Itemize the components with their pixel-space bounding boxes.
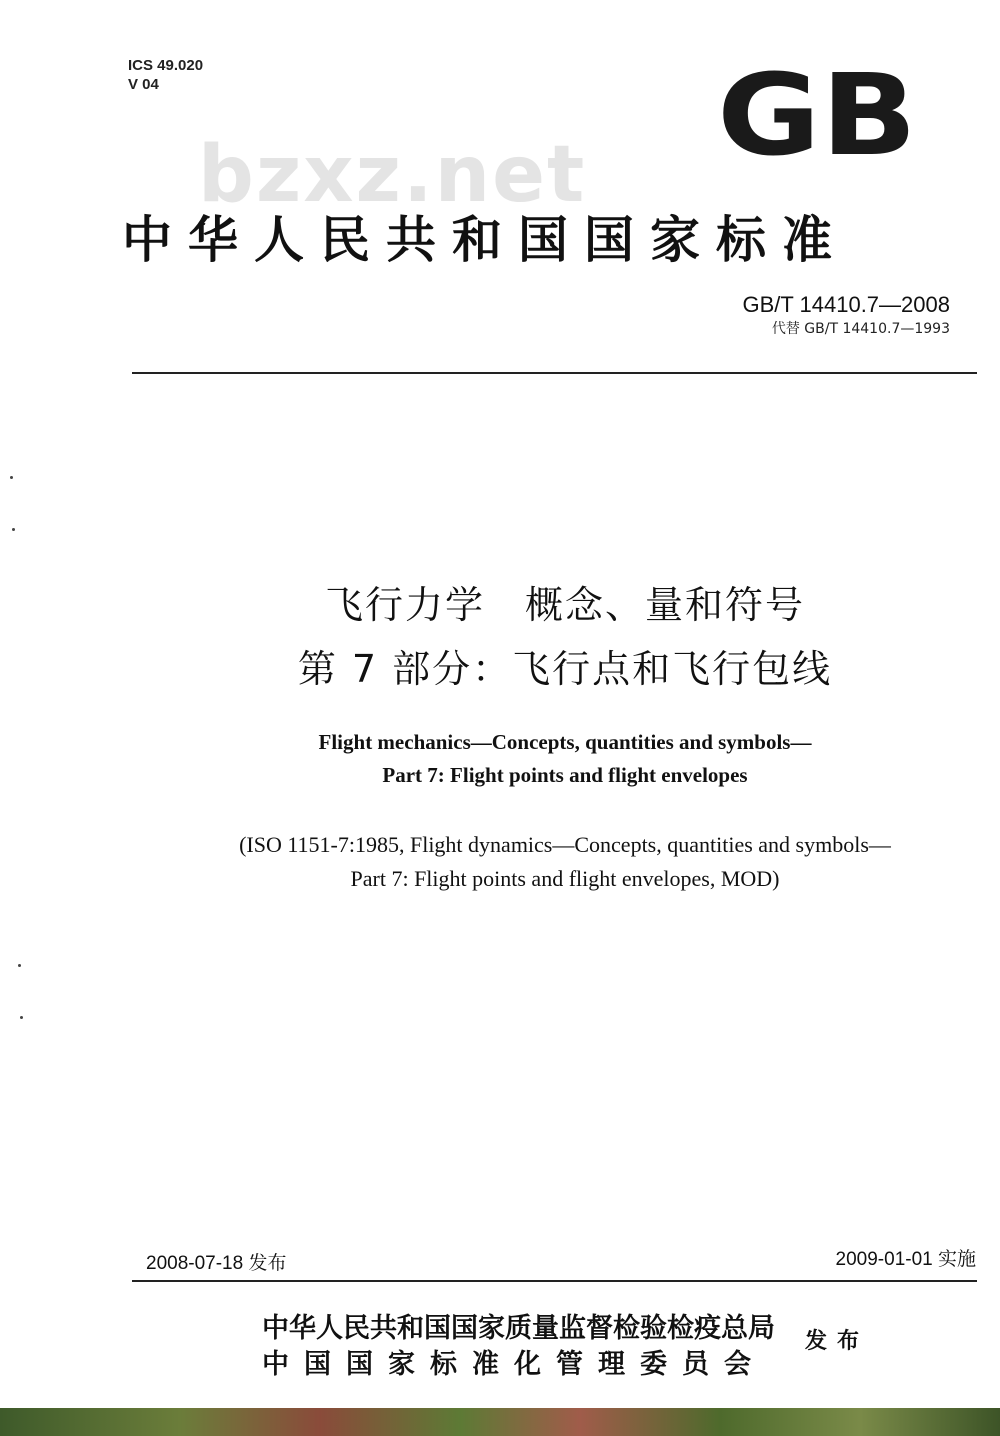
implementation-date: 2009-01-01 实施 bbox=[835, 1249, 976, 1270]
standard-number: GB/T 14410.7—2008 bbox=[742, 292, 950, 317]
replaces-standard: 代替 GB/T 14410.7—1993 bbox=[771, 321, 950, 337]
top-divider bbox=[132, 372, 977, 374]
classification-codes bbox=[128, 56, 203, 94]
gb-logo bbox=[712, 66, 922, 166]
en-title-line1: Flight mechanics—Concepts, quantities and symbols— bbox=[318, 730, 812, 754]
bottom-divider bbox=[132, 1280, 977, 1282]
issue-date: 2008-07-18 发布 bbox=[146, 1253, 287, 1274]
watermark: bzxz.net bbox=[198, 130, 587, 220]
iso-reference-line1: (ISO 1151-7:1985, Flight dynamics—Concepts, quantities and symbols— bbox=[239, 832, 891, 857]
category-code: V 04 bbox=[128, 76, 159, 93]
issuer-line1: 中华人民共和国国家质量监督检验检疫总局 bbox=[262, 1313, 775, 1344]
ics-code: ICS 49.020 bbox=[128, 57, 204, 74]
cn-title-line1: 飞行力学 概念、量和符号 bbox=[324, 583, 805, 627]
cn-title-line2: 第 7 部分：飞行点和飞行包线 bbox=[297, 647, 833, 691]
margin-dot bbox=[18, 964, 21, 967]
en-title-line2: Part 7: Flight points and flight envelopes bbox=[382, 763, 748, 787]
background-photo-strip bbox=[0, 1408, 1000, 1436]
margin-dot bbox=[10, 476, 13, 479]
issuer-line2: 中国国家标准化管理委员会 bbox=[262, 1349, 766, 1380]
gb-logo-text: GB bbox=[717, 66, 917, 166]
iso-reference-line2: Part 7: Flight points and flight envelopes, MOD) bbox=[350, 866, 780, 891]
national-standard-title: 中华人民共和国国家标准 bbox=[122, 211, 848, 269]
publish-label: 发布 bbox=[805, 1329, 870, 1354]
margin-dot bbox=[20, 1016, 23, 1019]
margin-dot bbox=[12, 528, 15, 531]
